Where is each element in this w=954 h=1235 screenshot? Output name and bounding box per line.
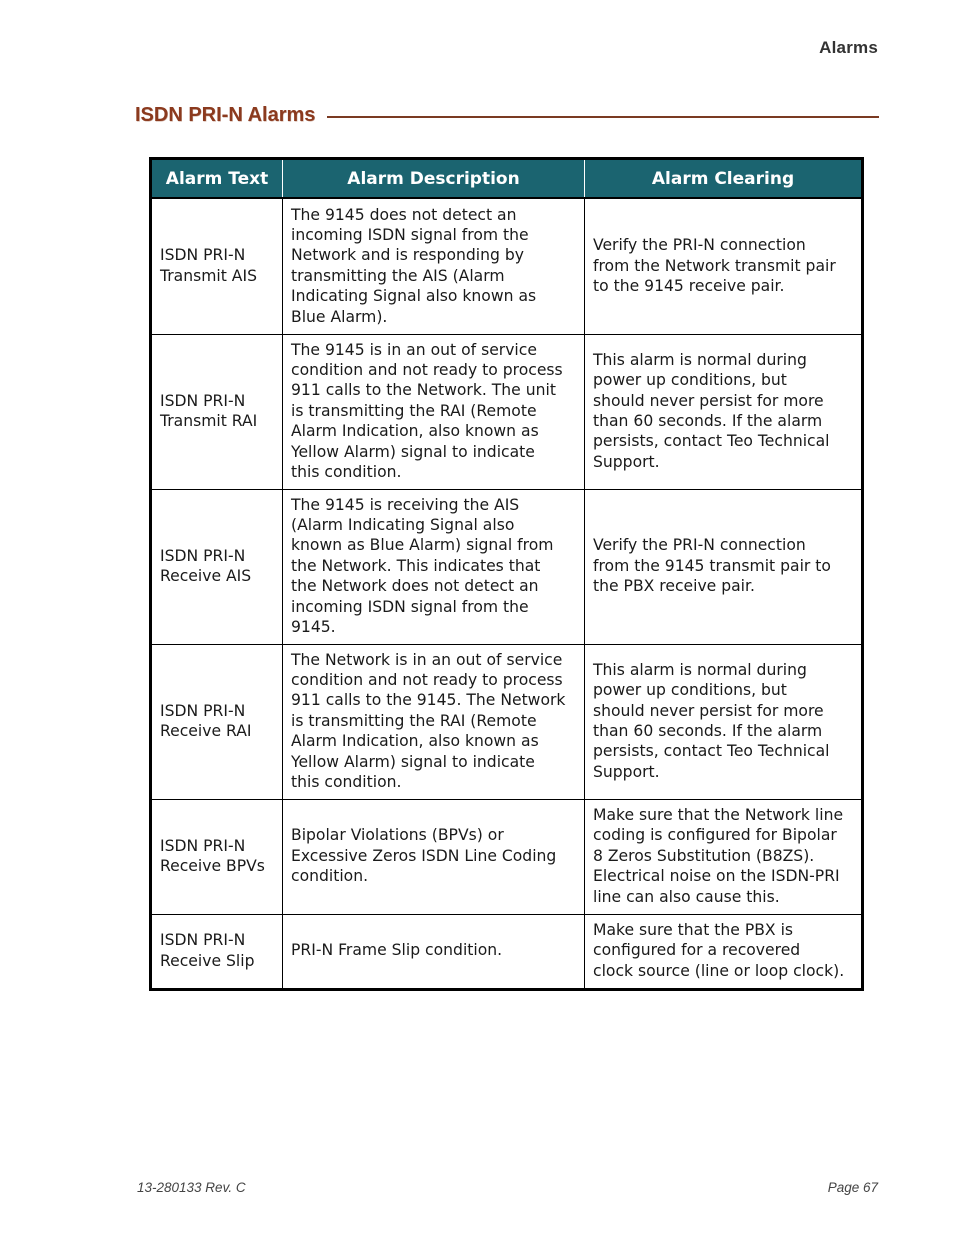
alarm-text-cell: ISDN PRI-N Receive Slip — [151, 914, 283, 989]
table-row — [151, 489, 863, 644]
column-header-alarm-text: Alarm Text — [151, 159, 283, 199]
alarm-clearing-cell: This alarm is normal during power up conditions, but should never persist for more than 60 seconds. If the alarm persists, contact Teo Technical Support. — [585, 334, 863, 489]
table-row — [151, 198, 863, 334]
alarm-text-cell: ISDN PRI-N Transmit RAI — [151, 334, 283, 489]
footer-page-number: Page 67 — [827, 1180, 878, 1195]
alarm-text-cell: ISDN PRI-N Transmit AIS — [151, 198, 283, 334]
table-row — [151, 799, 863, 914]
alarm-text-cell: ISDN PRI-N Receive BPVs — [151, 799, 283, 914]
alarm-text-cell: ISDN PRI-N Receive AIS — [151, 489, 283, 644]
alarm-clearing-cell: Verify the PRI-N connection from the 9145 transmit pair to the PBX receive pair. — [585, 489, 863, 644]
alarm-description-cell: The 9145 is receiving the AIS (Alarm Indicating Signal also known as Blue Alarm) signal from the Network. This indicates that the Network does not detect an incoming ISDN signal from the 9145. — [283, 489, 585, 644]
running-header: Alarms — [819, 38, 878, 57]
alarm-description-cell: The Network is in an out of service condition and not ready to process 911 calls to the 9145. The Network is transmitting the RAI (Remote Alarm Indication, also known as Yellow Alarm) signal to indicate this condition. — [283, 644, 585, 799]
alarm-clearing-cell: This alarm is normal during power up conditions, but should never persist for more than 60 seconds. If the alarm persists, contact Teo Technical Support. — [585, 644, 863, 799]
footer-doc-number: 13-280133 Rev. C — [137, 1180, 246, 1195]
alarm-description-cell: The 9145 does not detect an incoming ISDN signal from the Network and is responding by transmitting the AIS (Alarm Indicating Signal also known as Blue Alarm). — [283, 198, 585, 334]
table-row — [151, 914, 863, 989]
table-row — [151, 644, 863, 799]
section-title: ISDN PRI-N Alarms — [135, 104, 316, 126]
alarm-text-cell: ISDN PRI-N Receive RAI — [151, 644, 283, 799]
section-heading — [135, 104, 879, 127]
alarm-description-cell: The 9145 is in an out of service condition and not ready to process 911 calls to the Network. The unit is transmitting the RAI (Remote Alarm Indication, also known as Yellow Alarm) signal to indicate this condition. — [283, 334, 585, 489]
alarm-clearing-cell: Verify the PRI-N connection from the Network transmit pair to the 9145 receive pair. — [585, 198, 863, 334]
alarm-clearing-cell: Make sure that the PBX is configured for a recovered clock source (line or loop clock). — [585, 914, 863, 989]
column-header-alarm-clearing: Alarm Clearing — [585, 159, 863, 199]
alarm-clearing-cell: Make sure that the Network line coding is configured for Bipolar 8 Zeros Substitution (B8ZS). Electrical noise on the ISDN-PRI line can also cause this. — [585, 799, 863, 914]
column-header-alarm-description: Alarm Description — [283, 159, 585, 199]
alarm-description-cell: Bipolar Violations (BPVs) or Excessive Zeros ISDN Line Coding condition. — [283, 799, 585, 914]
table-row — [151, 334, 863, 489]
alarm-description-cell: PRI-N Frame Slip condition. — [283, 914, 585, 989]
table-header-row — [151, 159, 863, 199]
section-rule — [327, 116, 879, 118]
alarms-table — [149, 157, 864, 991]
